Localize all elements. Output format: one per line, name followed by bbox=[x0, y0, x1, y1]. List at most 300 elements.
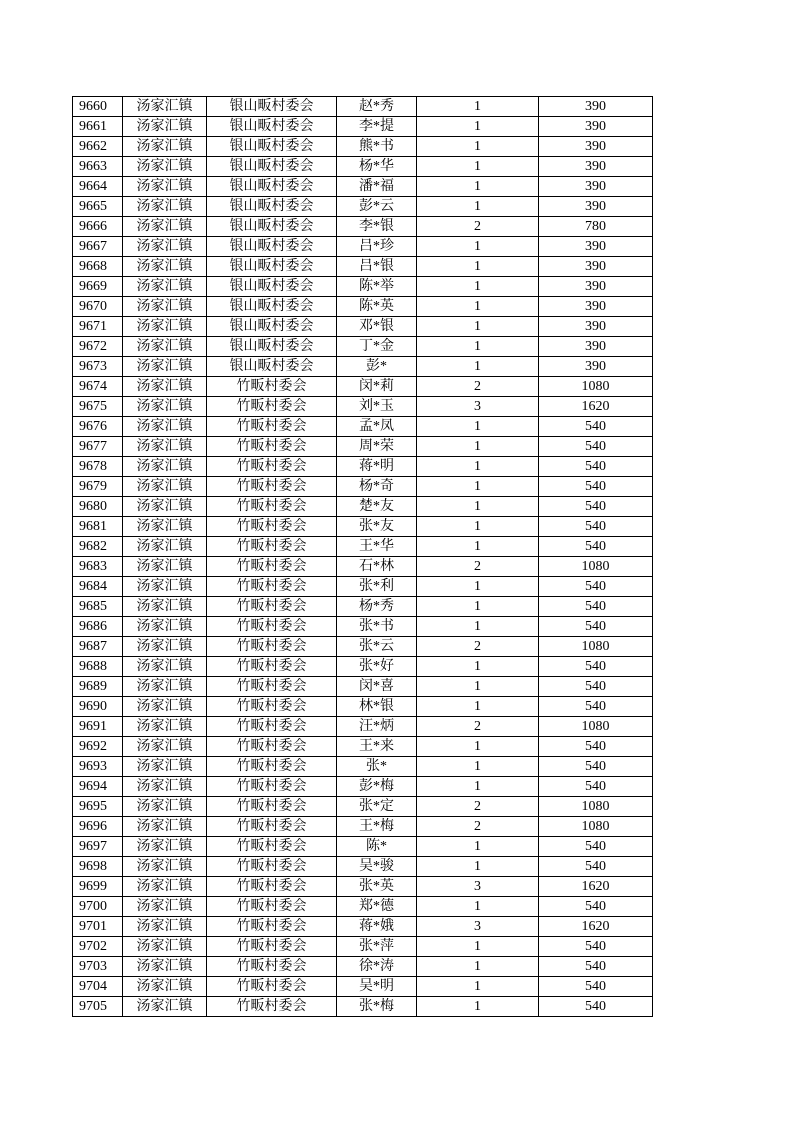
amount-cell: 1620 bbox=[539, 397, 653, 417]
amount-cell: 540 bbox=[539, 577, 653, 597]
name-cell: 刘*玉 bbox=[337, 397, 417, 417]
name-cell: 吴*明 bbox=[337, 977, 417, 997]
village-cell: 银山畈村委会 bbox=[207, 157, 337, 177]
town-cell: 汤家汇镇 bbox=[123, 997, 207, 1017]
table-row bbox=[73, 377, 653, 397]
table-row bbox=[73, 717, 653, 737]
amount-cell: 1080 bbox=[539, 377, 653, 397]
village-cell: 银山畈村委会 bbox=[207, 337, 337, 357]
amount-cell: 540 bbox=[539, 837, 653, 857]
town-cell: 汤家汇镇 bbox=[123, 837, 207, 857]
table-row bbox=[73, 217, 653, 237]
name-cell: 张*英 bbox=[337, 877, 417, 897]
count-cell: 1 bbox=[417, 357, 539, 377]
village-cell: 银山畈村委会 bbox=[207, 97, 337, 117]
table-row bbox=[73, 277, 653, 297]
town-cell: 汤家汇镇 bbox=[123, 757, 207, 777]
table-row bbox=[73, 357, 653, 377]
town-cell: 汤家汇镇 bbox=[123, 197, 207, 217]
village-cell: 银山畈村委会 bbox=[207, 117, 337, 137]
name-cell: 丁*金 bbox=[337, 337, 417, 357]
count-cell: 1 bbox=[417, 837, 539, 857]
count-cell: 1 bbox=[417, 237, 539, 257]
name-cell: 徐*涛 bbox=[337, 957, 417, 977]
name-cell: 石*林 bbox=[337, 557, 417, 577]
town-cell: 汤家汇镇 bbox=[123, 357, 207, 377]
table-row bbox=[73, 537, 653, 557]
name-cell: 张*定 bbox=[337, 797, 417, 817]
count-cell: 1 bbox=[417, 777, 539, 797]
name-cell: 张*利 bbox=[337, 577, 417, 597]
name-cell: 王*华 bbox=[337, 537, 417, 557]
amount-cell: 540 bbox=[539, 977, 653, 997]
town-cell: 汤家汇镇 bbox=[123, 277, 207, 297]
table-row bbox=[73, 797, 653, 817]
count-cell: 1 bbox=[417, 537, 539, 557]
table-row bbox=[73, 317, 653, 337]
count-cell: 2 bbox=[417, 637, 539, 657]
name-cell: 闵*莉 bbox=[337, 377, 417, 397]
count-cell: 1 bbox=[417, 297, 539, 317]
amount-cell: 540 bbox=[539, 537, 653, 557]
town-cell: 汤家汇镇 bbox=[123, 937, 207, 957]
town-cell: 汤家汇镇 bbox=[123, 157, 207, 177]
count-cell: 1 bbox=[417, 517, 539, 537]
amount-cell: 390 bbox=[539, 357, 653, 377]
amount-cell: 1080 bbox=[539, 817, 653, 837]
row-number-cell: 9667 bbox=[73, 237, 123, 257]
town-cell: 汤家汇镇 bbox=[123, 977, 207, 997]
town-cell: 汤家汇镇 bbox=[123, 537, 207, 557]
village-cell: 竹畈村委会 bbox=[207, 477, 337, 497]
amount-cell: 1080 bbox=[539, 797, 653, 817]
name-cell: 郑*德 bbox=[337, 897, 417, 917]
table-row bbox=[73, 517, 653, 537]
count-cell: 2 bbox=[417, 377, 539, 397]
name-cell: 彭*梅 bbox=[337, 777, 417, 797]
count-cell: 3 bbox=[417, 917, 539, 937]
amount-cell: 390 bbox=[539, 137, 653, 157]
count-cell: 1 bbox=[417, 257, 539, 277]
count-cell: 2 bbox=[417, 557, 539, 577]
amount-cell: 540 bbox=[539, 657, 653, 677]
count-cell: 2 bbox=[417, 797, 539, 817]
row-number-cell: 9694 bbox=[73, 777, 123, 797]
row-number-cell: 9662 bbox=[73, 137, 123, 157]
row-number-cell: 9705 bbox=[73, 997, 123, 1017]
table-row bbox=[73, 337, 653, 357]
village-cell: 银山畈村委会 bbox=[207, 257, 337, 277]
table-row bbox=[73, 617, 653, 637]
table-row bbox=[73, 577, 653, 597]
row-number-cell: 9697 bbox=[73, 837, 123, 857]
name-cell: 陈*举 bbox=[337, 277, 417, 297]
amount-cell: 1620 bbox=[539, 877, 653, 897]
amount-cell: 390 bbox=[539, 337, 653, 357]
village-cell: 银山畈村委会 bbox=[207, 297, 337, 317]
table-row bbox=[73, 657, 653, 677]
name-cell: 孟*凤 bbox=[337, 417, 417, 437]
village-cell: 竹畈村委会 bbox=[207, 737, 337, 757]
amount-cell: 390 bbox=[539, 297, 653, 317]
count-cell: 2 bbox=[417, 717, 539, 737]
name-cell: 陈*英 bbox=[337, 297, 417, 317]
count-cell: 1 bbox=[417, 317, 539, 337]
row-number-cell: 9685 bbox=[73, 597, 123, 617]
count-cell: 1 bbox=[417, 737, 539, 757]
row-number-cell: 9674 bbox=[73, 377, 123, 397]
town-cell: 汤家汇镇 bbox=[123, 917, 207, 937]
town-cell: 汤家汇镇 bbox=[123, 657, 207, 677]
count-cell: 1 bbox=[417, 457, 539, 477]
name-cell: 周*荣 bbox=[337, 437, 417, 457]
table-row bbox=[73, 117, 653, 137]
town-cell: 汤家汇镇 bbox=[123, 317, 207, 337]
name-cell: 李*提 bbox=[337, 117, 417, 137]
amount-cell: 540 bbox=[539, 617, 653, 637]
table-row bbox=[73, 237, 653, 257]
amount-cell: 390 bbox=[539, 117, 653, 137]
amount-cell: 390 bbox=[539, 157, 653, 177]
row-number-cell: 9702 bbox=[73, 937, 123, 957]
count-cell: 1 bbox=[417, 957, 539, 977]
village-cell: 竹畈村委会 bbox=[207, 377, 337, 397]
town-cell: 汤家汇镇 bbox=[123, 457, 207, 477]
table-row bbox=[73, 997, 653, 1017]
town-cell: 汤家汇镇 bbox=[123, 557, 207, 577]
name-cell: 赵*秀 bbox=[337, 97, 417, 117]
village-cell: 竹畈村委会 bbox=[207, 437, 337, 457]
row-number-cell: 9677 bbox=[73, 437, 123, 457]
village-cell: 竹畈村委会 bbox=[207, 937, 337, 957]
table-row bbox=[73, 257, 653, 277]
town-cell: 汤家汇镇 bbox=[123, 597, 207, 617]
row-number-cell: 9679 bbox=[73, 477, 123, 497]
table-row bbox=[73, 557, 653, 577]
village-cell: 竹畈村委会 bbox=[207, 457, 337, 477]
row-number-cell: 9663 bbox=[73, 157, 123, 177]
village-cell: 竹畈村委会 bbox=[207, 497, 337, 517]
amount-cell: 1080 bbox=[539, 557, 653, 577]
village-cell: 竹畈村委会 bbox=[207, 417, 337, 437]
table-row bbox=[73, 397, 653, 417]
table-row bbox=[73, 877, 653, 897]
count-cell: 1 bbox=[417, 857, 539, 877]
count-cell: 1 bbox=[417, 617, 539, 637]
count-cell: 1 bbox=[417, 657, 539, 677]
name-cell: 闵*喜 bbox=[337, 677, 417, 697]
table-row bbox=[73, 957, 653, 977]
village-cell: 银山畈村委会 bbox=[207, 357, 337, 377]
village-cell: 银山畈村委会 bbox=[207, 237, 337, 257]
village-cell: 竹畈村委会 bbox=[207, 897, 337, 917]
town-cell: 汤家汇镇 bbox=[123, 677, 207, 697]
amount-cell: 390 bbox=[539, 257, 653, 277]
row-number-cell: 9703 bbox=[73, 957, 123, 977]
table-row bbox=[73, 817, 653, 837]
amount-cell: 540 bbox=[539, 417, 653, 437]
amount-cell: 540 bbox=[539, 897, 653, 917]
row-number-cell: 9699 bbox=[73, 877, 123, 897]
row-number-cell: 9682 bbox=[73, 537, 123, 557]
town-cell: 汤家汇镇 bbox=[123, 337, 207, 357]
name-cell: 杨*秀 bbox=[337, 597, 417, 617]
count-cell: 1 bbox=[417, 697, 539, 717]
name-cell: 邓*银 bbox=[337, 317, 417, 337]
row-number-cell: 9668 bbox=[73, 257, 123, 277]
name-cell: 张*好 bbox=[337, 657, 417, 677]
row-number-cell: 9701 bbox=[73, 917, 123, 937]
town-cell: 汤家汇镇 bbox=[123, 737, 207, 757]
row-number-cell: 9678 bbox=[73, 457, 123, 477]
village-cell: 竹畈村委会 bbox=[207, 777, 337, 797]
village-cell: 银山畈村委会 bbox=[207, 217, 337, 237]
name-cell: 潘*福 bbox=[337, 177, 417, 197]
row-number-cell: 9681 bbox=[73, 517, 123, 537]
count-cell: 1 bbox=[417, 157, 539, 177]
name-cell: 张*梅 bbox=[337, 997, 417, 1017]
village-cell: 竹畈村委会 bbox=[207, 397, 337, 417]
village-cell: 竹畈村委会 bbox=[207, 577, 337, 597]
table-row bbox=[73, 857, 653, 877]
town-cell: 汤家汇镇 bbox=[123, 857, 207, 877]
town-cell: 汤家汇镇 bbox=[123, 117, 207, 137]
name-cell: 彭*云 bbox=[337, 197, 417, 217]
table-row bbox=[73, 197, 653, 217]
row-number-cell: 9688 bbox=[73, 657, 123, 677]
name-cell: 张*萍 bbox=[337, 937, 417, 957]
name-cell: 彭* bbox=[337, 357, 417, 377]
table-row bbox=[73, 417, 653, 437]
name-cell: 李*银 bbox=[337, 217, 417, 237]
town-cell: 汤家汇镇 bbox=[123, 497, 207, 517]
row-number-cell: 9700 bbox=[73, 897, 123, 917]
table-row bbox=[73, 777, 653, 797]
row-number-cell: 9661 bbox=[73, 117, 123, 137]
amount-cell: 1080 bbox=[539, 637, 653, 657]
amount-cell: 540 bbox=[539, 777, 653, 797]
town-cell: 汤家汇镇 bbox=[123, 817, 207, 837]
row-number-cell: 9698 bbox=[73, 857, 123, 877]
town-cell: 汤家汇镇 bbox=[123, 637, 207, 657]
count-cell: 3 bbox=[417, 397, 539, 417]
table-row bbox=[73, 757, 653, 777]
town-cell: 汤家汇镇 bbox=[123, 897, 207, 917]
table-row bbox=[73, 177, 653, 197]
town-cell: 汤家汇镇 bbox=[123, 297, 207, 317]
count-cell: 2 bbox=[417, 217, 539, 237]
row-number-cell: 9673 bbox=[73, 357, 123, 377]
name-cell: 熊*书 bbox=[337, 137, 417, 157]
amount-cell: 540 bbox=[539, 757, 653, 777]
village-cell: 竹畈村委会 bbox=[207, 677, 337, 697]
table-row bbox=[73, 917, 653, 937]
town-cell: 汤家汇镇 bbox=[123, 417, 207, 437]
row-number-cell: 9666 bbox=[73, 217, 123, 237]
count-cell: 1 bbox=[417, 937, 539, 957]
town-cell: 汤家汇镇 bbox=[123, 257, 207, 277]
table-row bbox=[73, 597, 653, 617]
amount-cell: 1620 bbox=[539, 917, 653, 937]
count-cell: 1 bbox=[417, 97, 539, 117]
name-cell: 蒋*娥 bbox=[337, 917, 417, 937]
table-row bbox=[73, 437, 653, 457]
amount-cell: 540 bbox=[539, 597, 653, 617]
count-cell: 1 bbox=[417, 117, 539, 137]
row-number-cell: 9670 bbox=[73, 297, 123, 317]
row-number-cell: 9671 bbox=[73, 317, 123, 337]
name-cell: 王*梅 bbox=[337, 817, 417, 837]
town-cell: 汤家汇镇 bbox=[123, 217, 207, 237]
name-cell: 吕*银 bbox=[337, 257, 417, 277]
town-cell: 汤家汇镇 bbox=[123, 697, 207, 717]
town-cell: 汤家汇镇 bbox=[123, 717, 207, 737]
name-cell: 杨*华 bbox=[337, 157, 417, 177]
village-cell: 竹畈村委会 bbox=[207, 697, 337, 717]
row-number-cell: 9686 bbox=[73, 617, 123, 637]
name-cell: 楚*友 bbox=[337, 497, 417, 517]
town-cell: 汤家汇镇 bbox=[123, 377, 207, 397]
village-cell: 竹畈村委会 bbox=[207, 517, 337, 537]
table-row bbox=[73, 677, 653, 697]
row-number-cell: 9693 bbox=[73, 757, 123, 777]
village-cell: 竹畈村委会 bbox=[207, 837, 337, 857]
count-cell: 1 bbox=[417, 897, 539, 917]
table-row bbox=[73, 697, 653, 717]
amount-cell: 390 bbox=[539, 277, 653, 297]
town-cell: 汤家汇镇 bbox=[123, 97, 207, 117]
amount-cell: 540 bbox=[539, 457, 653, 477]
amount-cell: 390 bbox=[539, 237, 653, 257]
row-number-cell: 9691 bbox=[73, 717, 123, 737]
name-cell: 王*来 bbox=[337, 737, 417, 757]
village-cell: 银山畈村委会 bbox=[207, 177, 337, 197]
village-cell: 竹畈村委会 bbox=[207, 597, 337, 617]
row-number-cell: 9704 bbox=[73, 977, 123, 997]
village-cell: 竹畈村委会 bbox=[207, 857, 337, 877]
count-cell: 1 bbox=[417, 437, 539, 457]
table-row bbox=[73, 937, 653, 957]
count-cell: 1 bbox=[417, 337, 539, 357]
count-cell: 2 bbox=[417, 817, 539, 837]
amount-cell: 780 bbox=[539, 217, 653, 237]
amount-cell: 540 bbox=[539, 517, 653, 537]
town-cell: 汤家汇镇 bbox=[123, 397, 207, 417]
table-row bbox=[73, 97, 653, 117]
amount-cell: 540 bbox=[539, 497, 653, 517]
table-row bbox=[73, 157, 653, 177]
village-cell: 竹畈村委会 bbox=[207, 817, 337, 837]
records-table bbox=[72, 96, 653, 1017]
name-cell: 张*云 bbox=[337, 637, 417, 657]
village-cell: 竹畈村委会 bbox=[207, 757, 337, 777]
village-cell: 竹畈村委会 bbox=[207, 997, 337, 1017]
row-number-cell: 9672 bbox=[73, 337, 123, 357]
row-number-cell: 9684 bbox=[73, 577, 123, 597]
row-number-cell: 9690 bbox=[73, 697, 123, 717]
count-cell: 1 bbox=[417, 597, 539, 617]
row-number-cell: 9675 bbox=[73, 397, 123, 417]
table-row bbox=[73, 297, 653, 317]
row-number-cell: 9665 bbox=[73, 197, 123, 217]
row-number-cell: 9692 bbox=[73, 737, 123, 757]
amount-cell: 540 bbox=[539, 997, 653, 1017]
village-cell: 竹畈村委会 bbox=[207, 957, 337, 977]
table-row bbox=[73, 137, 653, 157]
name-cell: 张*书 bbox=[337, 617, 417, 637]
name-cell: 张* bbox=[337, 757, 417, 777]
count-cell: 1 bbox=[417, 137, 539, 157]
table-row bbox=[73, 477, 653, 497]
row-number-cell: 9695 bbox=[73, 797, 123, 817]
amount-cell: 540 bbox=[539, 937, 653, 957]
town-cell: 汤家汇镇 bbox=[123, 517, 207, 537]
row-number-cell: 9676 bbox=[73, 417, 123, 437]
table-row bbox=[73, 457, 653, 477]
count-cell: 1 bbox=[417, 677, 539, 697]
amount-cell: 390 bbox=[539, 97, 653, 117]
amount-cell: 540 bbox=[539, 697, 653, 717]
village-cell: 银山畈村委会 bbox=[207, 277, 337, 297]
table-row bbox=[73, 977, 653, 997]
table-row bbox=[73, 737, 653, 757]
row-number-cell: 9669 bbox=[73, 277, 123, 297]
amount-cell: 390 bbox=[539, 197, 653, 217]
village-cell: 竹畈村委会 bbox=[207, 537, 337, 557]
amount-cell: 540 bbox=[539, 677, 653, 697]
village-cell: 竹畈村委会 bbox=[207, 917, 337, 937]
amount-cell: 540 bbox=[539, 857, 653, 877]
count-cell: 1 bbox=[417, 997, 539, 1017]
amount-cell: 540 bbox=[539, 477, 653, 497]
town-cell: 汤家汇镇 bbox=[123, 437, 207, 457]
count-cell: 3 bbox=[417, 877, 539, 897]
name-cell: 林*银 bbox=[337, 697, 417, 717]
count-cell: 1 bbox=[417, 497, 539, 517]
town-cell: 汤家汇镇 bbox=[123, 237, 207, 257]
village-cell: 竹畈村委会 bbox=[207, 797, 337, 817]
village-cell: 银山畈村委会 bbox=[207, 317, 337, 337]
village-cell: 银山畈村委会 bbox=[207, 197, 337, 217]
amount-cell: 390 bbox=[539, 317, 653, 337]
amount-cell: 540 bbox=[539, 737, 653, 757]
village-cell: 竹畈村委会 bbox=[207, 877, 337, 897]
row-number-cell: 9696 bbox=[73, 817, 123, 837]
village-cell: 竹畈村委会 bbox=[207, 617, 337, 637]
village-cell: 竹畈村委会 bbox=[207, 557, 337, 577]
amount-cell: 1080 bbox=[539, 717, 653, 737]
count-cell: 1 bbox=[417, 757, 539, 777]
town-cell: 汤家汇镇 bbox=[123, 797, 207, 817]
row-number-cell: 9687 bbox=[73, 637, 123, 657]
name-cell: 杨*奇 bbox=[337, 477, 417, 497]
town-cell: 汤家汇镇 bbox=[123, 957, 207, 977]
row-number-cell: 9664 bbox=[73, 177, 123, 197]
town-cell: 汤家汇镇 bbox=[123, 777, 207, 797]
name-cell: 陈* bbox=[337, 837, 417, 857]
town-cell: 汤家汇镇 bbox=[123, 477, 207, 497]
row-number-cell: 9660 bbox=[73, 97, 123, 117]
name-cell: 汪*炳 bbox=[337, 717, 417, 737]
count-cell: 1 bbox=[417, 277, 539, 297]
name-cell: 吕*珍 bbox=[337, 237, 417, 257]
amount-cell: 540 bbox=[539, 437, 653, 457]
records-table-body bbox=[73, 97, 653, 1017]
village-cell: 竹畈村委会 bbox=[207, 977, 337, 997]
count-cell: 1 bbox=[417, 177, 539, 197]
count-cell: 1 bbox=[417, 477, 539, 497]
village-cell: 竹畈村委会 bbox=[207, 657, 337, 677]
